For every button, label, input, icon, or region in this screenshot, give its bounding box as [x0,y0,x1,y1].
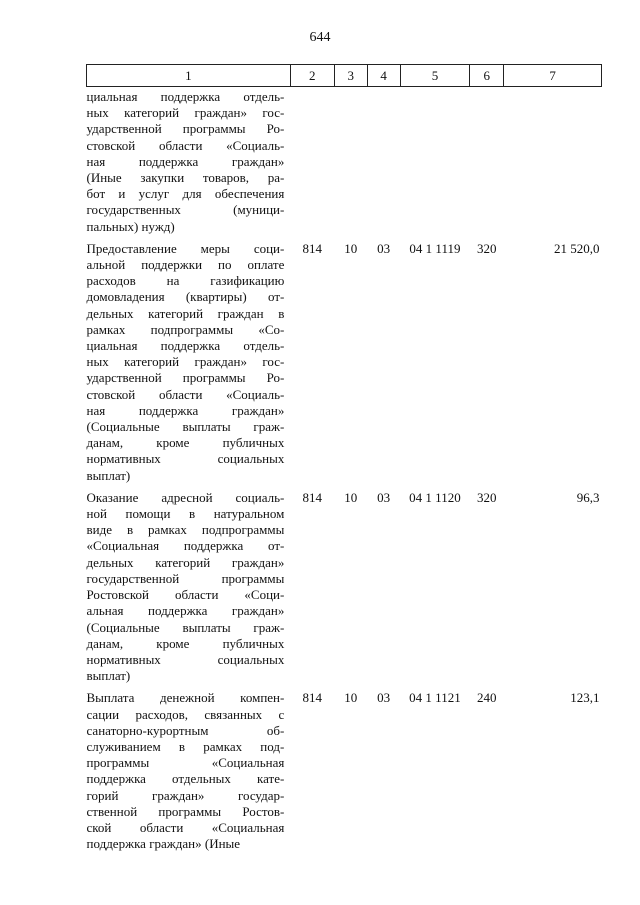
description-line: горий граждан» государ- [86,787,285,803]
description-line: стовской области «Социаль- [86,137,285,153]
table-header-row [87,65,602,87]
row-code-c5: 04 1 1120 [409,489,461,505]
description-line: поддержка граждан» (Иные [86,836,241,852]
row-code-c3: 10 [344,240,358,256]
column-header: 5 [400,65,470,87]
description-line: рамках подпрограммы «Со- [86,321,285,337]
column-header: 1 [87,65,291,87]
description-line: ударственной программы Ро- [86,121,285,137]
row-code-c5: 04 1 1119 [409,240,461,256]
row-code-c4: 03 [377,489,391,505]
row-code-c6 [470,87,504,235]
row-code-c3 [334,87,367,235]
row-description [87,684,291,852]
description-line: нормативных социальных [86,651,285,667]
row-description [87,87,291,235]
description-line: ных категорий граждан» гос- [86,105,285,121]
row-code-c5: 04 1 1121 [409,690,461,706]
description-line: циальная поддержка отдель- [86,89,285,104]
description-line: нормативных социальных [86,451,285,467]
row-code-c6: 320 [477,489,497,505]
row-code-c2: 814 [302,240,323,256]
row-code-c6: 320 [477,240,497,256]
column-header: 2 [290,65,334,87]
row-amount: 96,3 [576,489,600,505]
description-line: (Социальные выплаты граж- [86,619,285,635]
row-code-c3: 10 [344,690,358,706]
row-amount [504,87,602,235]
column-header: 4 [367,65,400,87]
description-line: данам, кроме публичных [86,435,285,451]
row-code-c4: 03 [377,240,391,256]
description-line: расходов на газификацию [86,273,285,289]
description-line: Ростовской области «Соци- [86,587,285,603]
row-code-c5 [400,87,470,235]
row-amount: 123,1 [570,690,600,706]
table-row [87,235,602,484]
budget-table [86,64,602,852]
description-line: виде в рамках подпрограммы [86,522,285,538]
description-line: служиванием в рамках под- [86,738,285,754]
column-header: 6 [470,65,504,87]
description-line: ная поддержка граждан» [86,153,285,169]
description-line: выплат) [86,467,131,483]
page-number: 644 [309,30,331,45]
description-line: государственной программы [86,570,285,586]
description-line: ственной программы Ростов- [86,803,285,819]
description-line: сации расходов, связанных с [86,706,285,722]
row-code-c4: 03 [377,690,391,706]
description-line: Выплата денежной компен- [86,690,285,706]
description-line: ской области «Социальная [86,819,285,835]
table-row [87,484,602,684]
description-line: ных категорий граждан» гос- [86,354,285,370]
column-header: 7 [504,65,602,87]
description-line: Предоставление меры соци- [86,240,285,256]
description-line: поддержка отдельных кате- [86,771,285,787]
row-code-c2: 814 [302,489,323,505]
description-line: ной помощи в натуральном [86,506,285,522]
row-description [87,484,291,684]
description-line: (Социальные выплаты граж- [86,419,285,435]
row-code-c2 [290,87,334,235]
row-code-c3: 10 [344,489,358,505]
description-line: программы «Социальная [86,755,285,771]
description-line: бот и услуг для обеспечения [86,186,285,202]
description-line: ударственной программы Ро- [86,370,285,386]
description-line: ная поддержка граждан» [86,402,285,418]
description-line: домовладения (квартиры) от- [86,289,285,305]
description-line: данам, кроме публичных [86,635,285,651]
description-line: (Иные закупки товаров, ра- [86,170,285,186]
description-line: выплат) [86,668,131,684]
description-line: альной поддержки по оплате [86,257,285,273]
row-description [87,235,291,484]
column-header: 3 [334,65,367,87]
description-line: дельных категорий граждан в [86,305,285,321]
description-line: стовской области «Социаль- [86,386,285,402]
row-code-c2: 814 [302,690,323,706]
description-line: «Социальная поддержка от- [86,538,285,554]
description-line: пальных) нужд) [86,218,175,234]
description-line: государственных (муници- [86,202,285,218]
description-line: циальная поддержка отдель- [86,338,285,354]
description-line: дельных категорий граждан» [86,554,285,570]
row-amount: 21 520,0 [554,240,600,256]
row-code-c6: 240 [477,690,497,706]
description-line: Оказание адресной социаль- [86,489,285,505]
table-row [87,684,602,852]
row-code-c4 [367,87,400,235]
table-row [87,87,602,235]
description-line: санаторно-курортным об- [86,722,285,738]
description-line: альная поддержка граждан» [86,603,285,619]
